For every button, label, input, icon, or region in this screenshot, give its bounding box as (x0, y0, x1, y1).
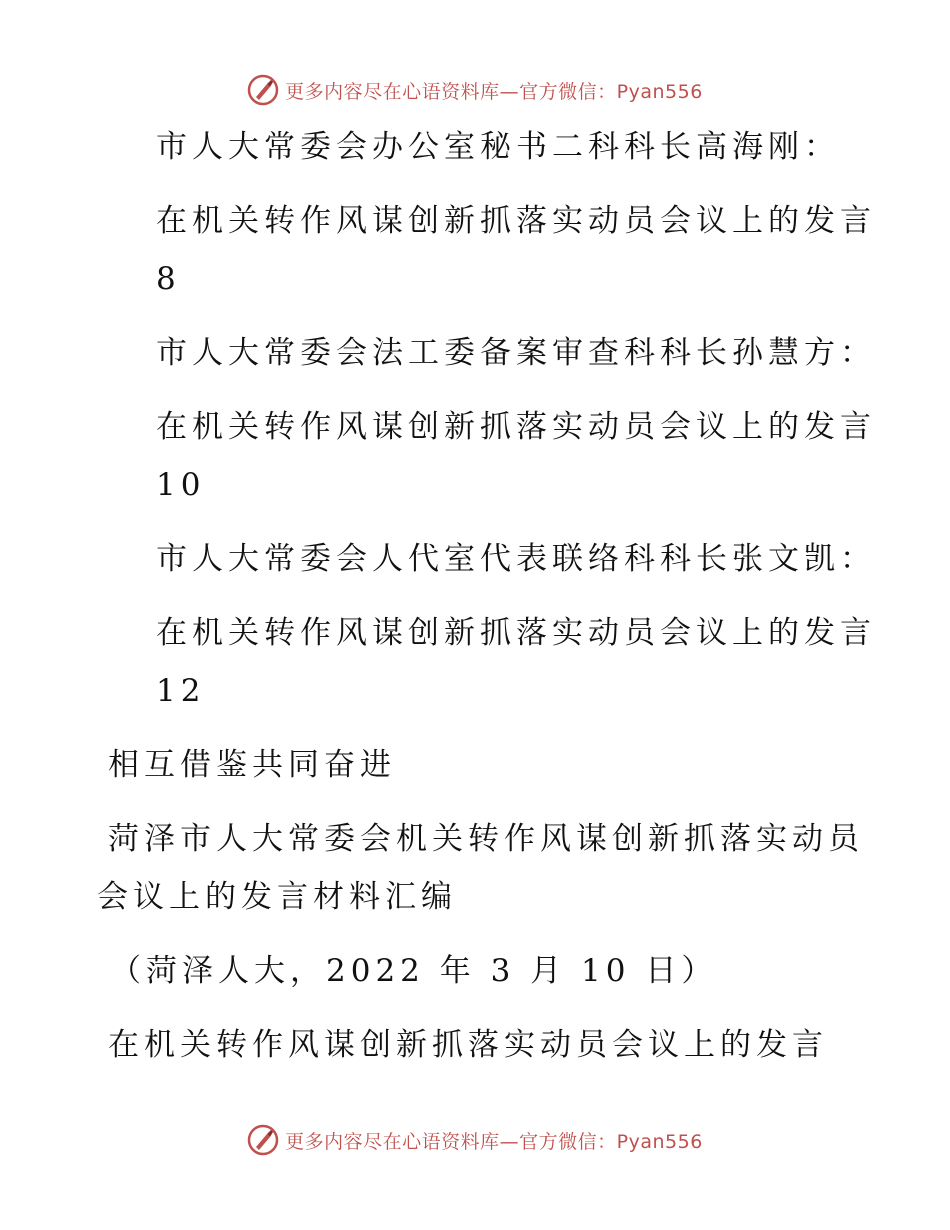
toc-entry-3-title: 市人大常委会人代室代表联络科科长张文凯： (156, 541, 876, 577)
toc-entry-2-title: 市人大常委会法工委备案审查科科长孙慧方： (156, 335, 876, 371)
source-date: （菏泽人大，2022 年 3 月 10 日） (110, 953, 718, 989)
toc-entry-2-subtitle: 在机关转作风谋创新抓落实动员会议上的发言 (156, 409, 876, 445)
pen-logo-icon (247, 1124, 279, 1156)
speech-title: 在机关转作风谋创新抓落实动员会议上的发言 (108, 1027, 828, 1063)
toc-entry-1-subtitle: 在机关转作风谋创新抓落实动员会议上的发言 (156, 203, 876, 239)
watermark-header (0, 74, 950, 106)
section-heading: 相互借鉴共同奋进 (108, 747, 396, 783)
watermark-text: 更多内容尽在心语资料库—官方微信：Pyan556 (285, 80, 703, 103)
watermark-footer (0, 1124, 950, 1156)
toc-entry-3-subtitle: 在机关转作风谋创新抓落实动员会议上的发言 (156, 615, 876, 651)
compilation-title-line-1: 菏泽市人大常委会机关转作风谋创新抓落实动员 (108, 821, 864, 857)
compilation-title-line-2: 会议上的发言材料汇编 (97, 879, 457, 915)
toc-entry-1-page: 8 (156, 261, 181, 297)
toc-entry-2-page: 10 (156, 467, 206, 503)
toc-entry-3-page: 12 (156, 673, 206, 709)
toc-entry-1-title: 市人大常委会办公室秘书二科科长高海刚： (156, 129, 840, 165)
pen-logo-icon (247, 74, 279, 106)
watermark-text: 更多内容尽在心语资料库—官方微信：Pyan556 (285, 1130, 703, 1153)
